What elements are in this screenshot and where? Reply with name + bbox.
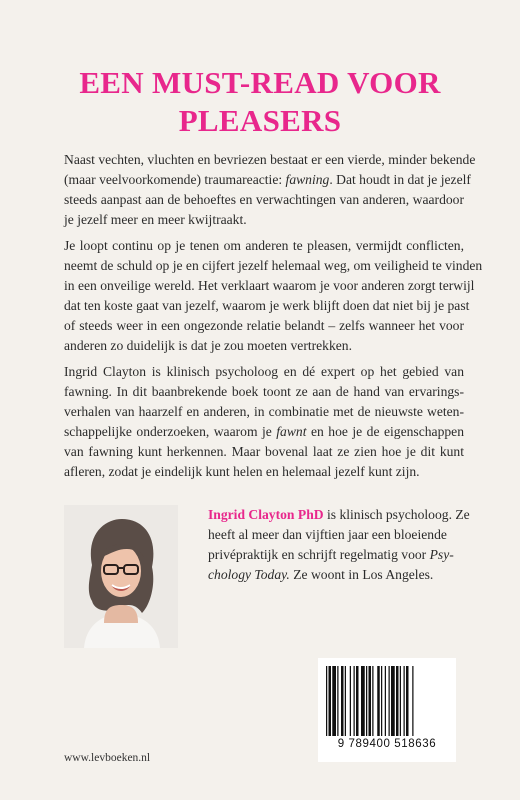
isbn-number: 9 789400 518636 — [337, 738, 437, 750]
p3-line-4-text: schappelijke onderzoeken, waarom je — [64, 424, 277, 439]
intro-line-2 — [64, 170, 471, 190]
p2-line-1: Je loopt continu op je tenen om anderen te pleasen, vermijdt conflicten, — [64, 238, 464, 253]
p3-line-5: van fawning kunt herkennen. Maar bovenal laat ze zien hoe je dit kunt — [64, 444, 464, 459]
p3-line-3: verhalen van haarzelf en anderen, in combinatie met de nieuwste weten- — [64, 404, 464, 419]
intro-line-1: Naast vechten, vluchten en bevriezen bestaat er een vierde, minder bekende — [64, 152, 476, 167]
bio-line-4 — [208, 565, 463, 585]
bio-line-1-text: is klinisch psycholoog. Ze — [323, 507, 470, 522]
p2-line-6: anderen zo duidelijk is dat je zou moeten vertrekken. — [64, 338, 353, 353]
author-name: Ingrid Clayton PhD — [208, 507, 324, 522]
bio-line-3 — [208, 545, 463, 565]
p2-line-4: dat ten koste gaat van jezelf, waarom je werk blijft doen dat niet bij je past — [64, 298, 470, 313]
p2-line-5: of steeds weer in een ongezonde relatie belandt – zelfs wanneer het voor — [64, 318, 464, 333]
fawnt-term: fawnt — [276, 424, 307, 439]
p3-line-4-rest: en hoe je de eigenschappen — [306, 424, 464, 439]
p3-line-6: afleren, zodat je eindelijk kunt helen en helemaal jezelf kunt zijn. — [64, 464, 420, 479]
body-paragraph-3 — [64, 362, 464, 482]
book-title — [0, 64, 520, 140]
body-paragraph-2 — [64, 236, 483, 356]
barcode-bars — [326, 666, 448, 736]
fawning-term: fawning — [285, 172, 330, 187]
publication-name-part-1: Psy- — [429, 547, 454, 562]
publication-name-part-2: chology Today. — [208, 567, 290, 582]
intro-line-2-text: (maar veelvoorkomende) traumareactie: — [64, 172, 286, 187]
p2-line-2: neemt de schuld op je en cijfert jezelf helemaal weg, om veiligheid te vinden — [64, 258, 483, 273]
author-portrait-illustration — [64, 505, 178, 648]
author-photo — [64, 505, 178, 648]
bio-line-1 — [208, 505, 470, 525]
p3-line-1: Ingrid Clayton is klinisch psycholoog en dé expert op het gebied van — [64, 364, 464, 379]
p3-line-4 — [64, 422, 464, 442]
bio-line-4-text: Ze woont in Los Angeles. — [289, 567, 434, 582]
intro-paragraph — [64, 150, 476, 230]
intro-line-4: je jezelf meer en meer kwijtraakt. — [64, 212, 247, 227]
title-line-1: EEN MUST-READ VOOR — [79, 65, 441, 100]
bio-line-2: heeft al meer dan vijftien jaar een bloeiende — [208, 527, 447, 542]
intro-line-3: steeds aanpast aan de behoeftes en verwachtingen van anderen, waardoor — [64, 192, 464, 207]
title-line-2: PLEASERS — [178, 103, 342, 138]
isbn-barcode — [318, 658, 456, 762]
intro-line-2-rest: . Dat houdt in dat je jezelf — [329, 172, 471, 187]
bio-line-3-text: privépraktijk en schrijft regelmatig voor — [208, 547, 430, 562]
author-bio — [208, 505, 470, 585]
p3-line-2: fawning. In dit baanbrekende boek toont ze aan de hand van ervarings- — [64, 384, 464, 399]
publisher-website[interactable]: www.levboeken.nl — [64, 752, 151, 764]
p2-line-3: in een onveilige wereld. Het verklaart waarom je voor anderen zorgt terwijl — [64, 278, 475, 293]
